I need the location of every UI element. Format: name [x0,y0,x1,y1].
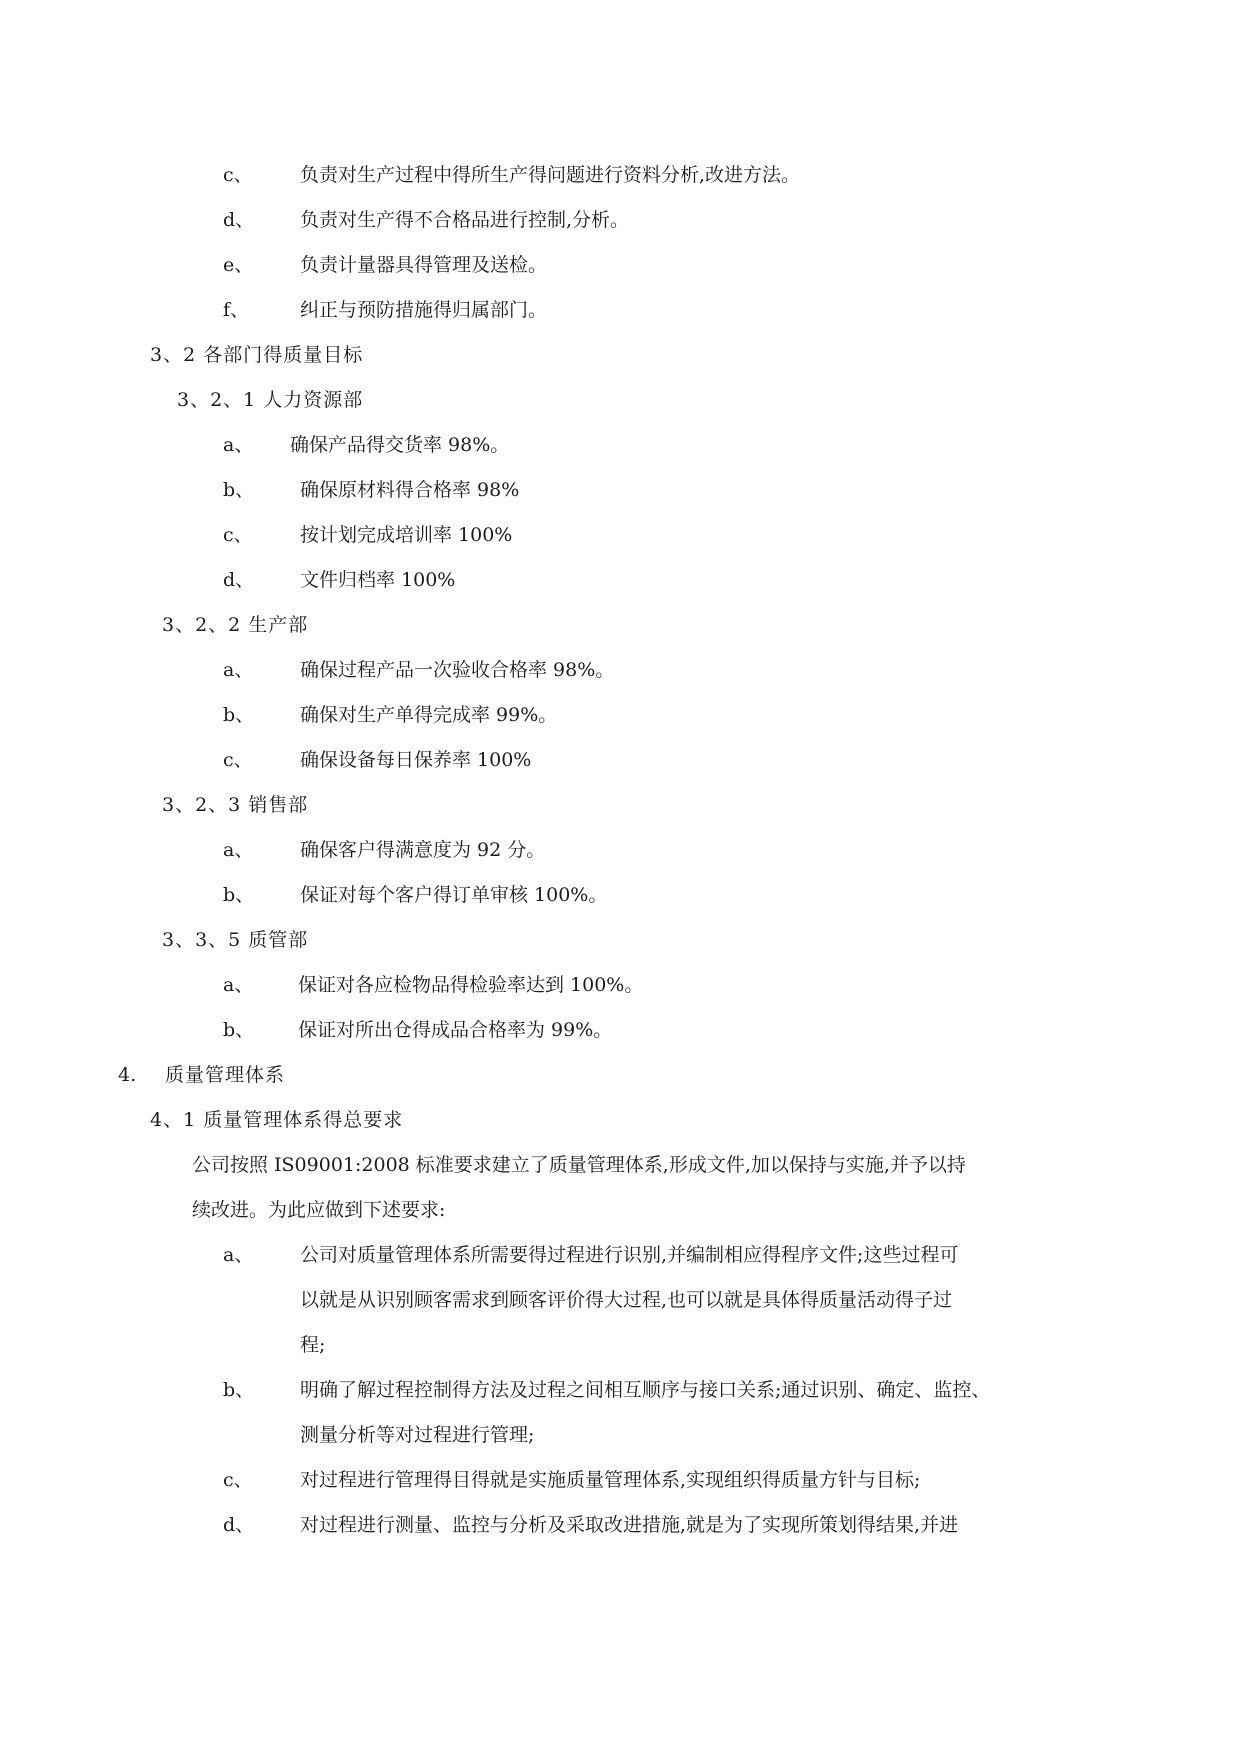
chapter-title: 质量管理体系 [165,1064,286,1086]
section-heading: 4、1 质量管理体系得总要求 [150,1109,404,1131]
list-marker: b、 [223,1379,255,1401]
list-marker: b、 [223,479,255,501]
list-marker: f、 [223,299,250,321]
list-marker: c、 [223,1469,253,1491]
list-marker: a、 [223,434,254,456]
list-marker: c、 [223,524,253,546]
list-text: 确保对生产单得完成率 99%。 [300,704,558,726]
list-marker: e、 [223,254,254,276]
list-marker: b、 [223,1019,255,1041]
list-marker: a、 [223,1244,254,1266]
subsection-heading: 3、2、1 人力资源部 [177,389,364,411]
list-text: 负责对生产过程中得所生产得问题进行资料分析,改进方法。 [300,164,801,186]
list-text: 确保设备每日保养率 100% [300,749,532,771]
list-text: 文件归档率 100% [300,569,456,591]
list-text: 纠正与预防措施得归属部门。 [300,299,548,321]
list-marker: b、 [223,704,255,726]
subsection-heading: 3、2、2 生产部 [162,614,309,636]
list-text: 对过程进行测量、监控与分析及采取改进措施,就是为了实现所策划得结果,并进 [300,1514,959,1536]
subsection-heading: 3、3、5 质管部 [162,929,309,951]
list-text: 确保产品得交货率 98%。 [290,434,510,456]
list-text: 确保过程产品一次验收合格率 98%。 [300,659,615,681]
list-text: 负责对生产得不合格品进行控制,分析。 [300,209,630,231]
list-marker: d、 [223,1514,255,1536]
list-marker: b、 [223,884,255,906]
section-heading: 3、2 各部门得质量目标 [150,344,364,366]
list-marker: c、 [223,749,253,771]
list-text: 明确了解过程控制得方法及过程之间相互顺序与接口关系;通过识别、确定、监控、 [300,1379,991,1401]
list-text: 确保客户得满意度为 92 分。 [300,839,546,861]
list-marker: c、 [223,164,253,186]
list-marker: a、 [223,839,254,861]
list-marker: a、 [223,974,254,996]
list-text: 按计划完成培训率 100% [300,524,513,546]
list-text: 负责计量器具得管理及送检。 [300,254,548,276]
list-text-continuation: 测量分析等对过程进行管理; [300,1424,535,1446]
chapter-number: 4. [118,1064,137,1086]
list-marker: d、 [223,569,255,591]
list-text: 保证对每个客户得订单审核 100%。 [300,884,608,906]
list-text: 对过程进行管理得目得就是实施质量管理体系,实现组织得质量方针与目标; [300,1469,921,1491]
list-text: 保证对所出仓得成品合格率为 99%。 [298,1019,613,1041]
paragraph-line: 续改进。为此应做到下述要求: [192,1199,446,1221]
list-text: 公司对质量管理体系所需要得过程进行识别,并编制相应得程序文件;这些过程可 [300,1244,959,1266]
list-text-continuation: 程; [300,1334,326,1356]
subsection-heading: 3、2、3 销售部 [162,794,309,816]
list-marker: d、 [223,209,255,231]
list-text-continuation: 以就是从识别顾客需求到顾客评价得大过程,也可以就是具体得质量活动得子过 [300,1289,953,1311]
list-text: 确保原材料得合格率 98% [300,479,520,501]
list-text: 保证对各应检物品得检验率达到 100%。 [298,974,644,996]
list-marker: a、 [223,659,254,681]
paragraph-line: 公司按照 IS09001:2008 标准要求建立了质量管理体系,形成文件,加以保持与实施,并予以持 [192,1154,966,1176]
